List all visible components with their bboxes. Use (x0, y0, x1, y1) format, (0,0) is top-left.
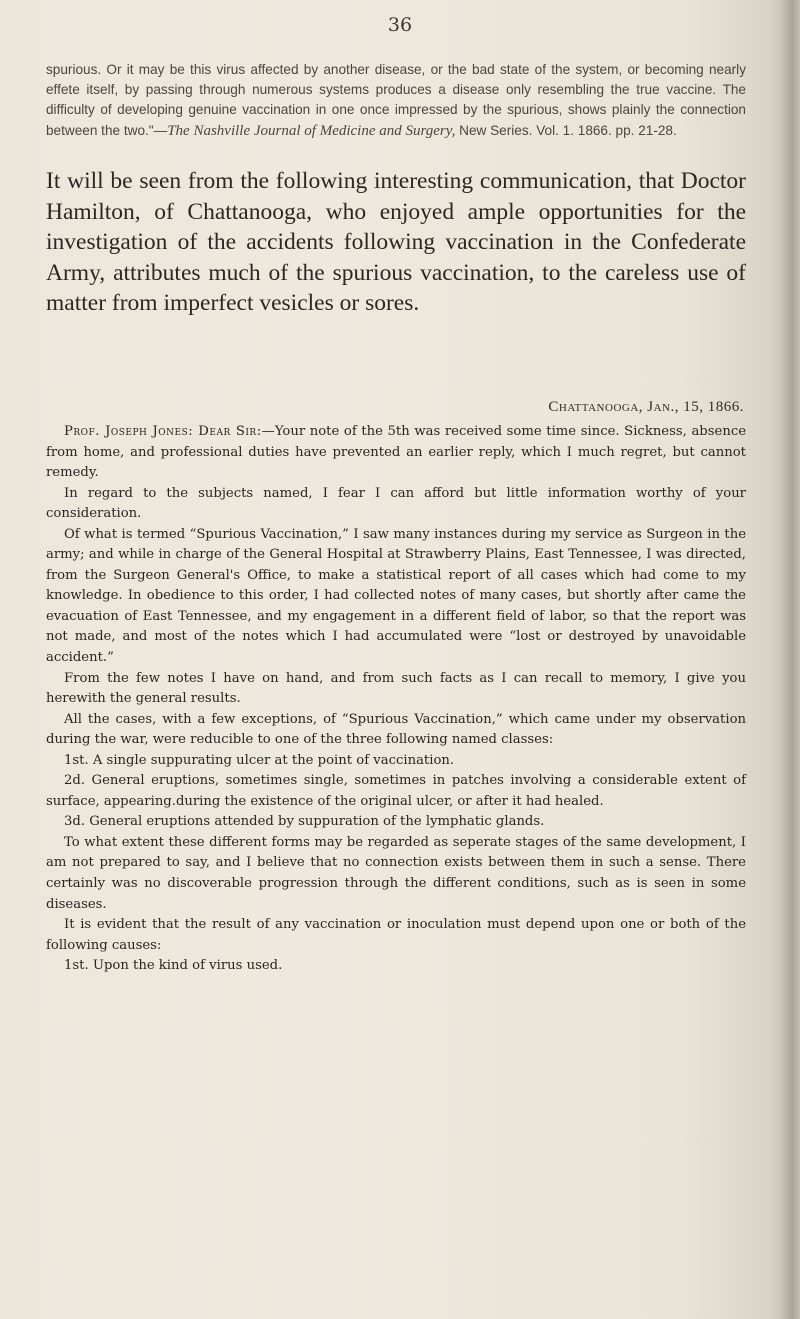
letter-paragraph: All the cases, with a few exceptions, of “Spurious Vaccination,” which came under my observation during the war, were reducible to one of the three following named classes: (46, 711, 746, 748)
book-spine-edge (780, 0, 800, 1319)
letter-paragraph: 1st. A single suppurating ulcer at the point of vaccination. (64, 752, 455, 768)
letter-paragraph: 3d. General eruptions attended by suppuration of the lymphatic glands. (64, 814, 545, 830)
page-number: 36 (387, 14, 413, 36)
citation-details: New Series. Vol. 1. 1866. pp. 21-28. (455, 122, 677, 138)
letter-dateline: Chattanooga, Jan., 15, 1866. (548, 399, 744, 415)
letter-paragraph: It is evident that the result of any vaccination or inoculation must depend upon one or both of the following causes: (46, 917, 746, 953)
letter-paragraph: 1st. Upon the kind of virus used. (64, 958, 283, 974)
lead-paragraph: It will be seen from the following interesting communication, that Doctor Hamilton, of Chattanooga, who enjoyed ample opportunities for the investigation of the accidents following vaccination in the Confederate Army, attributes much of the spurious vaccination, to the careless use of matter from imperfect vesicles or sores. (46, 168, 746, 317)
intro-text: spurious. Or it may be this virus affected by another disease, or the bad state of the system, or becoming nearly effete itself, by passing through numerous systems produces a disease only resembling the true vaccine. The difficulty of developing genuine vaccination in one once impressed by the spurious, shows plainly the connection between the two."— (46, 62, 746, 138)
journal-title: The Nashville Journal of Medicine and Surgery, (167, 122, 456, 139)
letter-salutation: Prof. Joseph Jones: Dear Sir: (64, 424, 262, 439)
letter-body (46, 422, 746, 977)
letter-paragraph: From the few notes I have on hand, and from such facts as I can recall to memory, I give you herewith the general results. (46, 670, 746, 707)
letter-paragraph: To what extent these different forms may be regarded as seperate stages of the same development, I am not prepared to say, and I believe that no connection exists between them in such a sense. There certainly was no discoverable progression through the different conditions, such as is seen in some diseases. (46, 834, 746, 912)
letter-paragraph: 2d. General eruptions, sometimes single, sometimes in patches involving a considerable extent of surface, appearing.during the existence of the original ulcer, or after it had healed. (46, 773, 746, 809)
letter-opening (46, 422, 746, 484)
letter-opening-text: —Your note of the 5th was received some time since. Sickness, absence from home, and professional duties have prevented an earlier reply, which I much regret, but cannot remedy. (46, 424, 747, 481)
letter-paragraph: In regard to the subjects named, I fear I can afford but little information worthy of your consideration. (46, 485, 746, 522)
letter-paragraph: Of what is termed “Spurious Vaccination,” I saw many instances during my service as Surgeon in the army; and while in charge of the General Hospital at Strawberry Plains, East Tennessee, I was directed, from the Surgeon General's Office, to make a statistical report of all cases which had come to my knowledge. In obedience to this order, I had collected notes of many cases, but shortly after came the evacuation of East Tennessee, and my engagement in a different field of labor, so that the report was not made, and most of the notes which I had accumulated were “lost or destroyed by unavoidable accident.” (46, 526, 746, 666)
intro-paragraph (46, 60, 746, 141)
